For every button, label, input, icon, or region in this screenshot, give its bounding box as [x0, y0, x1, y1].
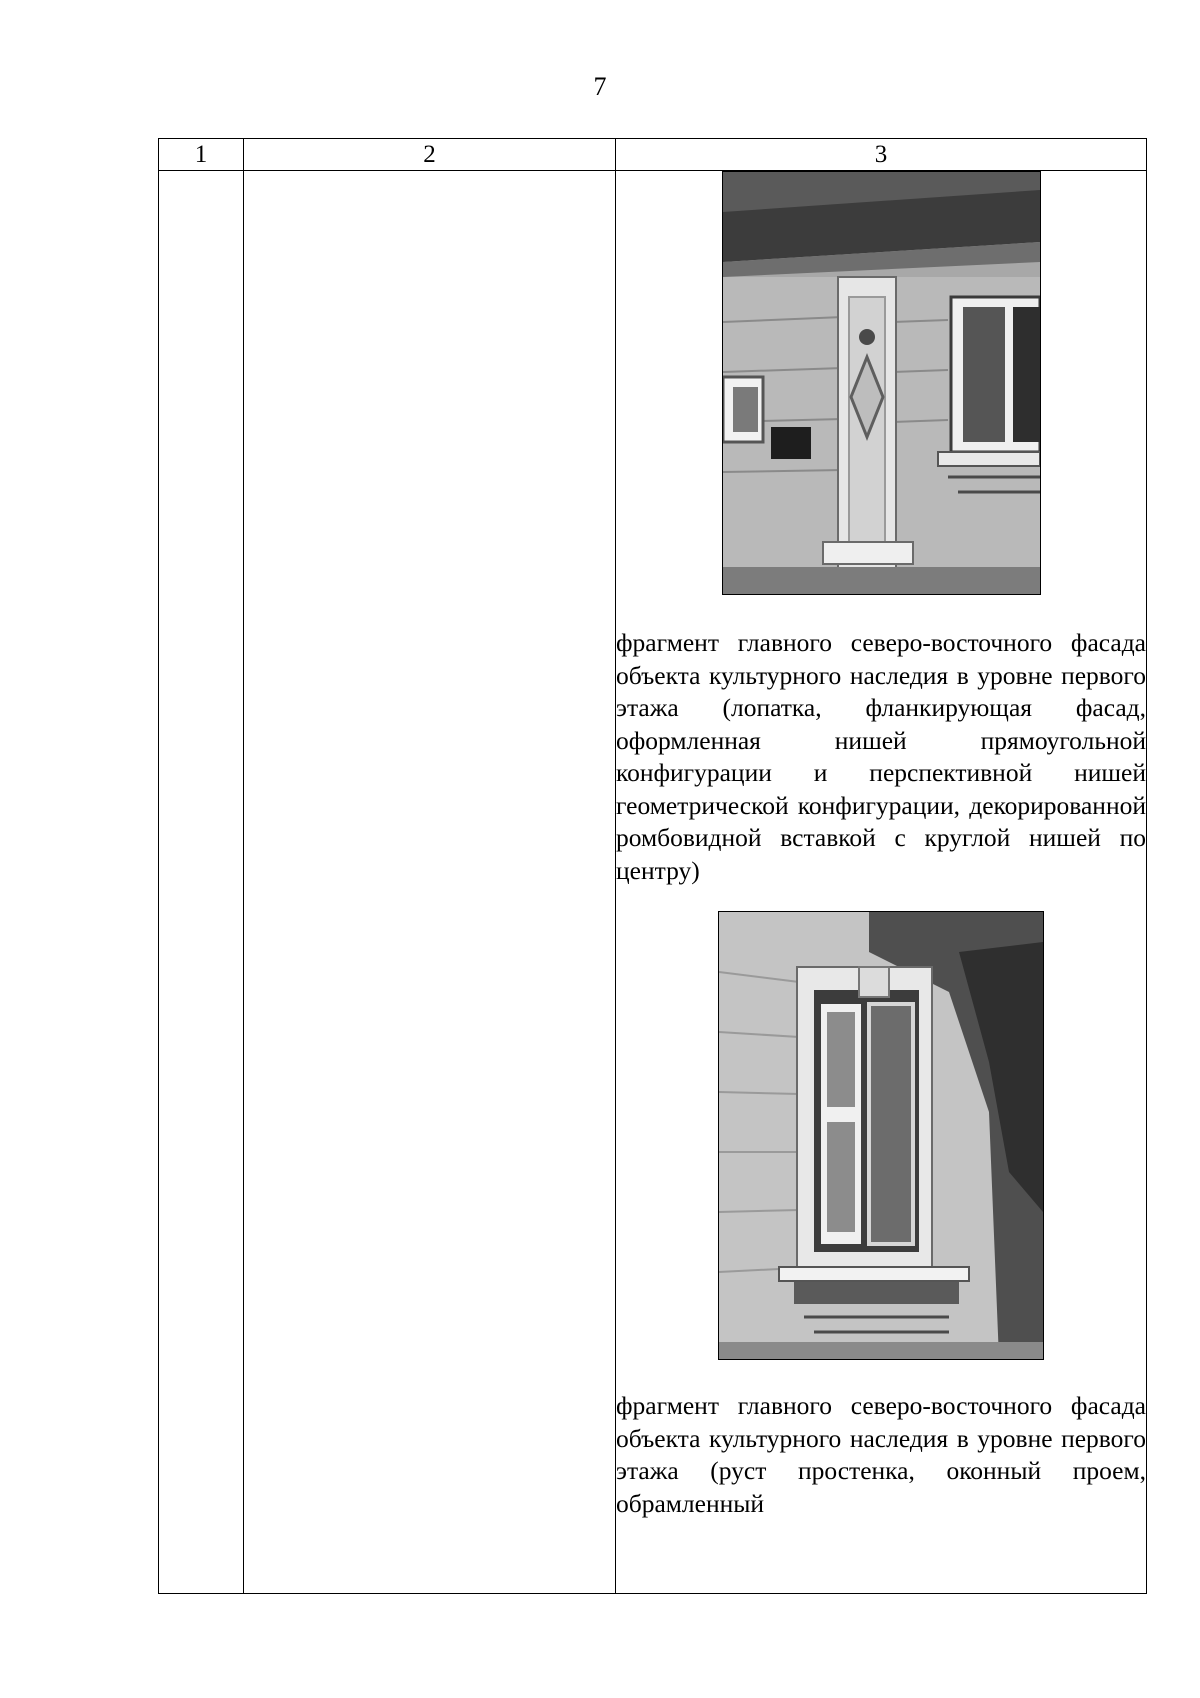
- cell-col-2: [244, 171, 616, 1594]
- cell-col-1: [159, 171, 244, 1594]
- header-col-3: 3: [616, 139, 1147, 171]
- document-table: [158, 138, 1147, 1594]
- table-header-row: [159, 139, 1147, 171]
- photo2-caption: фрагмент главного северо-восточного фасада объекта культурного наследия в уровне первого этажа (руст простенка, оконный проем, обрамленный: [616, 1391, 1146, 1518]
- photo1-caption: фрагмент главного северо-восточного фасада объекта культурного наследия в уровне первого этажа (лопатка, фланкирующая фасад, оформленная нишей прямоугольной конфигурации и перспективной нишей геометрической конфигурации, декорированной ромбовидной вставкой с круглой нишей по центру): [616, 628, 1146, 885]
- page-number: 7: [593, 72, 607, 101]
- facade-photo-pilaster: [722, 171, 1041, 595]
- cell-col-3: [616, 171, 1147, 1594]
- header-col-2: 2: [244, 139, 616, 171]
- pilaster-photo-drawing: [723, 172, 1040, 594]
- header-col-1: 1: [159, 139, 244, 171]
- facade-photo-window: [718, 911, 1044, 1360]
- window-photo-drawing: [719, 912, 1043, 1359]
- table-row: [159, 171, 1147, 1594]
